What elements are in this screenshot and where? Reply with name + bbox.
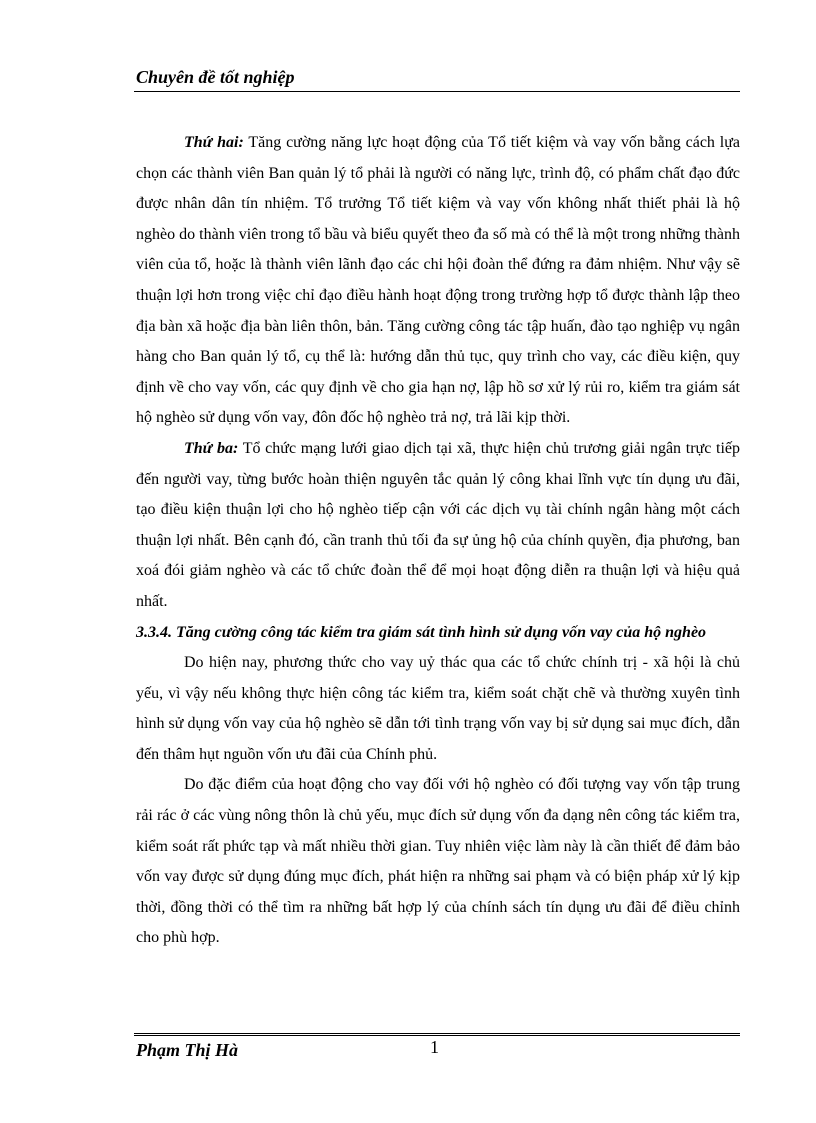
paragraph-text: Do đặc điểm của hoạt động cho vay đối với hộ nghèo có đối tượng vay vốn tập trung rải rác ở các vùng nông thôn là chủ yếu, mục đích sử dụng vốn đa dạng nên công tác kiểm tra, kiểm soát rất phức tạp và mất nhiều thời gian. Tuy nhiên việc làm này là cần thiết để đảm bảo vốn vay được sử dụng đúng mục đích, phát hiện ra những sai phạm và có biện pháp xử lý kịp thời, đồng thời có thể tìm ra những bất hợp lý của chính sách tín dụng ưu đãi để điều chỉnh cho phù hợp. xyxy=(136,776,740,947)
paragraph-lead: Thứ ba: xyxy=(184,439,239,457)
header-divider xyxy=(134,91,740,92)
paragraph-text: Do hiện nay, phương thức cho vay uỷ thác qua các tổ chức chính trị - xã hội là chủ yếu, vì vậy nếu không thực hiện công tác kiểm tra, kiểm soát chặt chẽ và thường xuyên tình hình sử dụng vốn vay của hộ nghèo sẽ dẫn tới tình trạng vốn vay bị sử dụng sai mục đích, dẫn đến thâm hụt nguồn vốn ưu đãi của Chính phủ. xyxy=(136,654,740,763)
section-heading: 3.3.4. Tăng cường công tác kiểm tra giám sát tình hình sử dụng vốn vay của hộ nghèo xyxy=(136,623,707,641)
paragraph-thu-ba xyxy=(136,434,740,618)
footer-divider xyxy=(134,1033,740,1036)
page-header-title: Chuyên đề tốt nghiệp xyxy=(136,67,295,87)
document-body xyxy=(136,128,740,954)
paragraph-thu-hai xyxy=(136,128,740,434)
page-number: 1 xyxy=(430,1037,439,1057)
paragraph-text: Tăng cường năng lực hoạt động của Tổ tiết kiệm và vay vốn bằng cách lựa chọn các thành viên Ban quản lý tổ phải là người có năng lực, trình độ, có phẩm chất đạo đức được nhân dân tín nhiệm. Tổ trưởng Tổ tiết kiệm và vay vốn không nhất thiết phải là hộ nghèo do thành viên trong tổ bầu và biểu quyết theo đa số mà có thể là một trong những thành viên của tổ, hoặc là thành viên lãnh đạo các chi hội đoàn thể đứng ra đảm nhiệm. Như vậy sẽ thuận lợi hơn trong việc chỉ đạo điều hành hoạt động trong trường hợp tổ được thành lập theo địa bàn xã hoặc địa bàn liên thôn, bản. Tăng cường công tác tập huấn, đào tạo nghiệp vụ ngân hàng cho Ban quản lý tổ, cụ thể là: hướng dẫn thủ tục, quy trình cho vay, các điều kiện, quy định về cho vay vốn, các quy định về cho gia hạn nợ, lập hồ sơ xử lý rủi ro, kiểm tra giám sát hộ nghèo sử dụng vốn vay, đôn đốc hộ nghèo trả nợ, trả lãi kịp thời. xyxy=(136,134,740,427)
footer-author: Phạm Thị Hà xyxy=(136,1040,239,1060)
paragraph-lead: Thứ hai: xyxy=(184,134,244,151)
paragraph-text: Tổ chức mạng lưới giao dịch tại xã, thực hiện chủ trương giải ngân trực tiếp đến người vay, từng bước hoàn thiện nguyên tắc quản lý công khai lĩnh vực tín dụng ưu đãi, tạo điều kiện thuận lợi cho hộ nghèo tiếp cận với các dịch vụ tài chính ngân hàng một cách thuận lợi nhất. Bên cạnh đó, cần tranh thủ tối đa sự ủng hộ của chính quyền, địa phương, ban xoá đói giảm nghèo và các tổ chức đoàn thể để mọi hoạt động diễn ra thuận lợi và hiệu quả nhất. xyxy=(136,439,740,610)
